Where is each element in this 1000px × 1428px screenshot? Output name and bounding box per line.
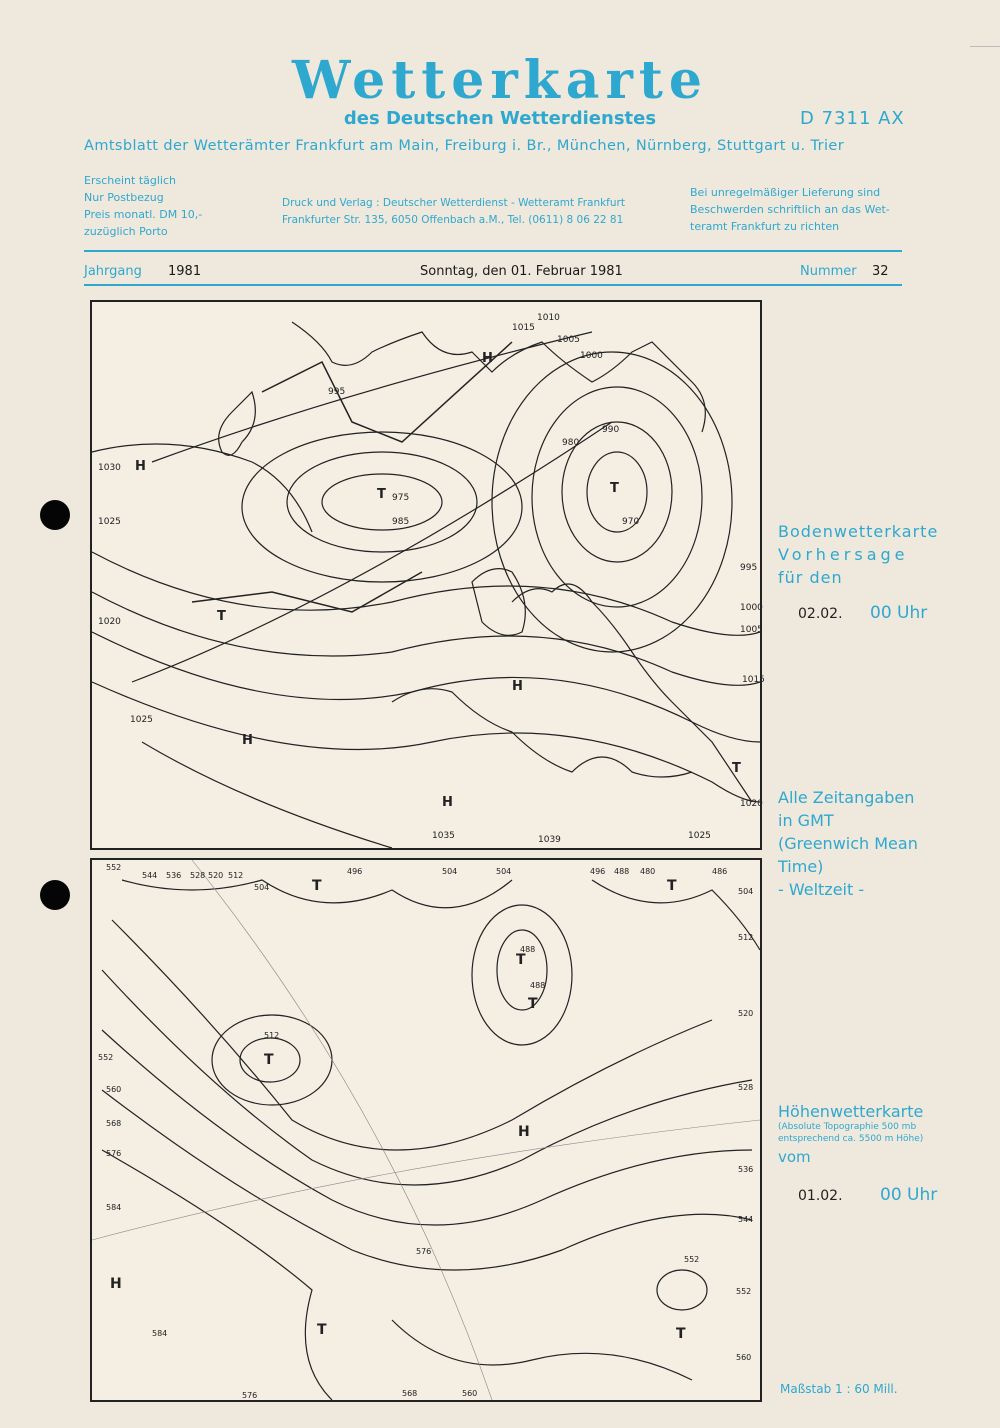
hoehen-time: 00 Uhr (880, 1185, 938, 1205)
front (262, 342, 512, 442)
isobar-label: 985 (392, 517, 410, 527)
boden-fuer-den: für den (778, 568, 843, 587)
isobar-label: 1035 (432, 831, 455, 841)
contour-line (102, 1030, 752, 1225)
subscription-line: Erscheint täglich (84, 174, 176, 187)
contour-label: 552 (98, 1053, 114, 1062)
subscription-line: zuzüglich Porto (84, 225, 168, 238)
contour-label: 552 (736, 1287, 752, 1296)
boden-time: 00 Uhr (870, 603, 928, 623)
contour-label: 576 (106, 1149, 122, 1158)
nummer-label: Nummer (800, 264, 857, 279)
center-low: T (317, 1322, 327, 1338)
boden-title: Bodenwetterkarte (778, 522, 939, 541)
publisher-line: Frankfurter Str. 135, 6050 Offenbach a.M., Tel. (0611) 8 06 22 81 (282, 214, 624, 226)
complaints-line: Bei unregelmäßiger Lieferung sind (690, 186, 881, 199)
boden-vorhersage: Vorhersage (778, 545, 909, 564)
coastline (472, 569, 525, 636)
isobar-label: 1039 (538, 835, 561, 845)
gmt-note (778, 786, 918, 901)
contour-label: 488 (614, 867, 630, 876)
isobar-label: 995 (328, 387, 346, 397)
hoehen-date: 01.02. (798, 1188, 843, 1204)
upper-air-map (90, 858, 762, 1402)
publication-code: D 7311 AX (800, 108, 905, 129)
contour-label: 504 (442, 867, 458, 876)
center-low: T (676, 1326, 686, 1342)
contour-label: 536 (738, 1165, 754, 1174)
isobar-label: 995 (740, 563, 758, 573)
isobar-label: 990 (602, 425, 620, 435)
subscription-line: Nur Postbezug (84, 191, 164, 204)
center-low: T (264, 1052, 274, 1068)
gmt-note-line: in GMT (778, 811, 834, 830)
contour-line (112, 920, 712, 1150)
isobar-label: 975 (392, 493, 410, 503)
isobar-label: 1010 (537, 313, 560, 323)
punch-hole (40, 500, 70, 530)
publisher-info (282, 195, 625, 229)
contour-label: 496 (347, 867, 363, 876)
isobar (92, 592, 760, 685)
gmt-note-line: (Greenwich Mean (778, 834, 918, 853)
center-high: H (110, 1276, 122, 1292)
hoehen-label (778, 1102, 923, 1166)
contour-label: 528 (738, 1083, 754, 1092)
center-low: T (667, 878, 677, 894)
contour-label: 520 (208, 871, 224, 880)
header-rule-top (84, 250, 902, 252)
contour-label: 488 (520, 945, 536, 954)
contour-label: 512 (738, 933, 754, 942)
amtsblatt-line: Amtsblatt der Wetterämter Frankfurt am Main, Freiburg i. Br., München, Nürnberg, Stuttgart u. Trier (84, 138, 845, 154)
contour-label: 576 (242, 1391, 258, 1400)
complaints-line: teramt Frankfurt zu richten (690, 220, 840, 233)
isobar-low-2 (532, 387, 702, 607)
contour-label: 480 (640, 867, 656, 876)
contour-label: 560 (106, 1085, 122, 1094)
contour-label: 544 (142, 871, 158, 880)
pressure-center-high: H (442, 795, 453, 810)
isobar-label: 1025 (130, 715, 153, 725)
pressure-center-low: T (732, 761, 741, 776)
gmt-note-line: Time) (778, 857, 824, 876)
complaints-line: Beschwerden schriftlich an das Wet- (690, 203, 890, 216)
jahrgang-value: 1981 (168, 264, 202, 279)
gmt-note-line: Alle Zeitangaben (778, 788, 915, 807)
boden-date: 02.02. (798, 606, 843, 622)
contour-line (102, 970, 752, 1185)
contour-label: 552 (684, 1255, 700, 1264)
isobar-label: 1015 (512, 323, 535, 333)
subscription-line: Preis monatl. DM 10,- (84, 208, 203, 221)
pressure-center-low: T (217, 609, 226, 624)
isobar-low-1 (242, 432, 522, 582)
pressure-center-low: T (610, 481, 619, 496)
jahrgang-label: Jahrgang (84, 264, 142, 279)
contour-label: 512 (264, 1031, 280, 1040)
contour-label: 496 (590, 867, 606, 876)
page-corner-mark (970, 46, 1000, 47)
contour-label: 576 (416, 1247, 432, 1256)
contour-low (657, 1270, 707, 1310)
center-low: T (312, 878, 322, 894)
gmt-note-line: - Weltzeit - (778, 880, 865, 899)
isobar-label: 1000 (740, 603, 763, 613)
subscription-info (84, 172, 202, 240)
hoehen-vom: vom (778, 1148, 811, 1166)
isobar-label: 1025 (688, 831, 711, 841)
issue-date: Sonntag, den 01. Februar 1981 (420, 264, 623, 279)
meridian (142, 742, 392, 848)
hoehen-note: entsprechend ca. 5500 m Höhe) (778, 1134, 924, 1144)
contour-label: 488 (530, 981, 546, 990)
pressure-center-high: H (482, 351, 493, 366)
contour-low (497, 930, 547, 1010)
pressure-center-low: T (377, 487, 386, 502)
isobar-label: 1015 (742, 675, 765, 685)
pressure-center-high: H (135, 459, 146, 474)
contour-label: 536 (166, 871, 182, 880)
isobar-label: 1000 (580, 351, 603, 361)
contour-label: 568 (106, 1119, 122, 1128)
contour-label: 528 (190, 871, 206, 880)
contour-label: 560 (462, 1389, 478, 1398)
surface-weather-map (90, 300, 765, 850)
contour-line (102, 1090, 752, 1270)
isobar-label: 1030 (98, 463, 121, 473)
publisher-line: Druck und Verlag : Deutscher Wetterdienst - Wetteramt Frankfurt (282, 197, 625, 209)
center-low: T (516, 952, 526, 968)
isobar-label: 980 (562, 438, 580, 448)
map-grid (92, 1120, 760, 1240)
contour-label: 584 (152, 1329, 168, 1338)
surface-map-svg (92, 302, 765, 848)
coastline (219, 392, 256, 455)
contour-label: 520 (738, 1009, 754, 1018)
contour-line (102, 1150, 332, 1400)
contour-label: 504 (738, 887, 754, 896)
contour-label: 486 (712, 867, 728, 876)
pressure-center-high: H (242, 733, 253, 748)
pressure-center-high: H (512, 679, 523, 694)
isobar (92, 632, 760, 742)
boden-label (778, 520, 938, 589)
upper-map-svg (92, 860, 760, 1400)
center-low: T (528, 996, 538, 1012)
coastline (292, 322, 705, 432)
contour-line (392, 1320, 692, 1380)
punch-hole (40, 880, 70, 910)
isobar-label: 1020 (740, 799, 763, 809)
contour-low (472, 905, 572, 1045)
coastline (512, 584, 752, 802)
isobar (92, 552, 760, 635)
isobar (92, 682, 760, 802)
map-scale: Maßstab 1 : 60 Mill. (780, 1382, 898, 1396)
contour-label: 504 (496, 867, 512, 876)
center-high: H (518, 1124, 530, 1140)
masthead-subtitle: des Deutschen Wetterdienstes (343, 108, 657, 129)
header-rule-bottom (84, 284, 902, 286)
nummer-value: 32 (872, 264, 889, 279)
isobar-label: 1005 (740, 625, 763, 635)
front (192, 572, 422, 612)
contour-label: 568 (402, 1389, 418, 1398)
contour-label: 544 (738, 1215, 754, 1224)
isobar (92, 444, 312, 532)
isobar-label: 1025 (98, 517, 121, 527)
map-grid (192, 860, 492, 1400)
hoehen-title: Höhenwetterkarte (778, 1102, 924, 1121)
contour-label: 552 (106, 863, 122, 872)
contour-label: 584 (106, 1203, 122, 1212)
complaints-info (690, 184, 890, 235)
hoehen-note: (Absolute Topographie 500 mb (778, 1122, 917, 1132)
contour-label: 560 (736, 1353, 752, 1362)
isobar-low-1 (322, 474, 442, 530)
isobar-label: 970 (622, 517, 640, 527)
masthead-title: Wetterkarte (292, 50, 708, 111)
contour-label: 504 (254, 883, 270, 892)
isobar-label: 1005 (557, 335, 580, 345)
contour-label: 512 (228, 871, 244, 880)
isobar-low-1 (287, 452, 477, 552)
isobar-label: 1020 (98, 617, 121, 627)
